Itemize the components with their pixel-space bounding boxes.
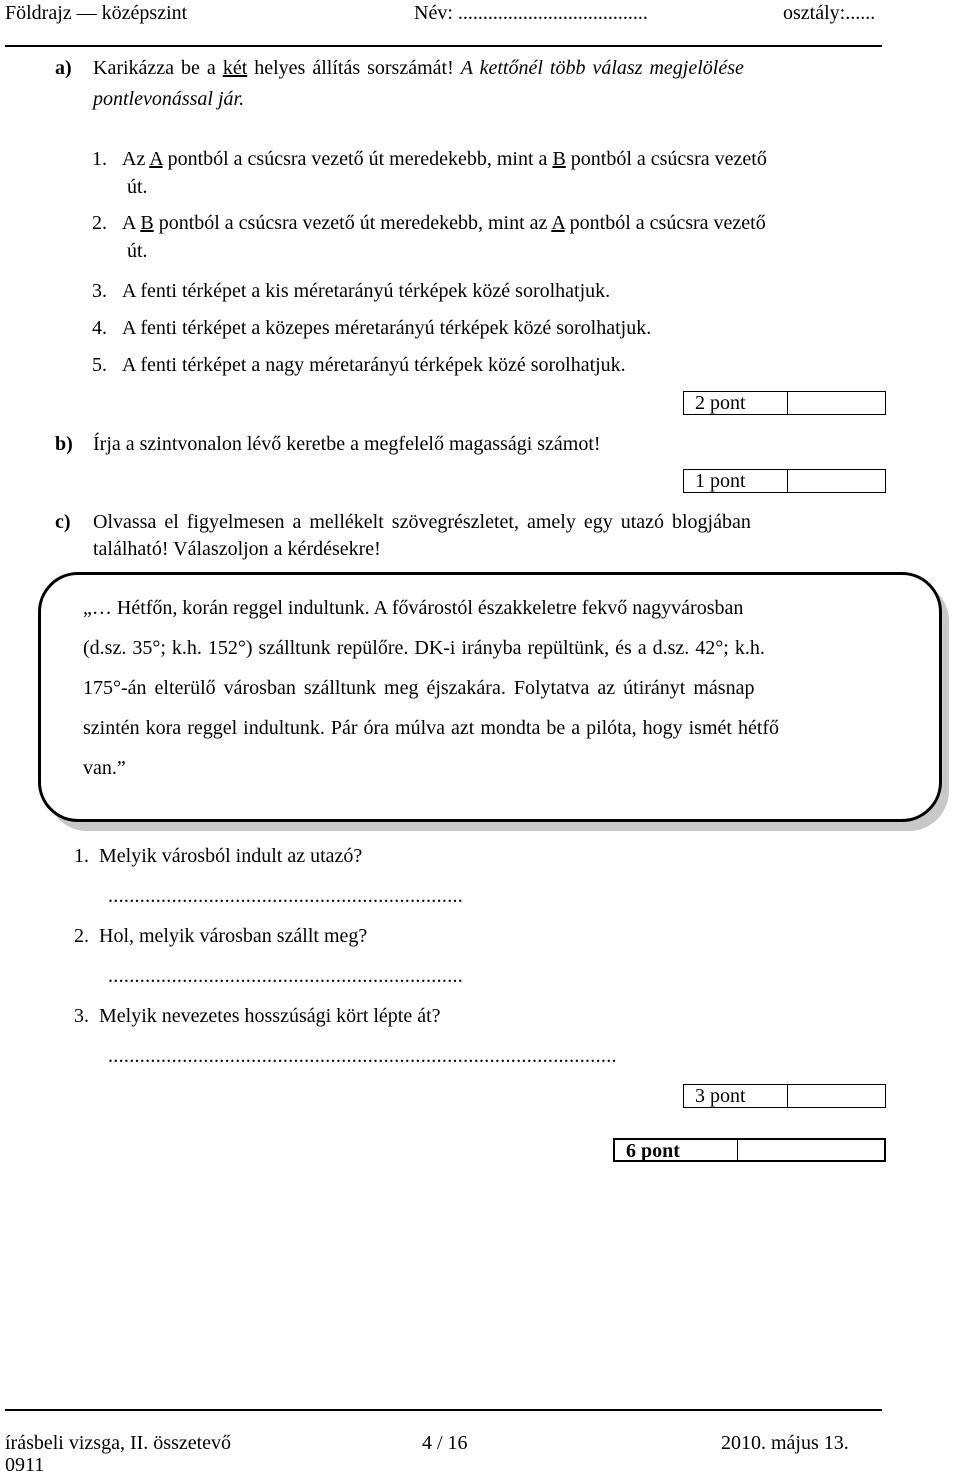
- part-b-label: b): [55, 433, 73, 455]
- score-box-c: [683, 1084, 886, 1108]
- answer-line-3[interactable]: ................................................................................................: [108, 1045, 617, 1067]
- part-a-label: a): [55, 57, 72, 79]
- answer-line-1[interactable]: ...................................................................: [108, 885, 464, 907]
- part-a-instruction-cont: pontlevonással jár.: [93, 88, 245, 110]
- total-score-label: 6 pont: [615, 1140, 738, 1160]
- statement-1: 1. Az A pontból a csúcsra vezető út meredekebb, mint a B pontból a csúcsra vezető: [92, 148, 767, 170]
- score-label-b: 1 pont: [684, 470, 788, 492]
- part-c-text-cont: található! Válaszoljon a kérdésekre!: [93, 538, 381, 560]
- statement-3: 3. A fenti térképet a kis méretarányú térképek közé sorolhatjuk.: [92, 280, 611, 302]
- question-2: 2. Hol, melyik városban szállt meg?: [74, 925, 368, 947]
- passage-line-5: van.”: [83, 757, 126, 779]
- question-1: 1. Melyik városból indult az utazó?: [74, 845, 363, 867]
- header-rule: [5, 45, 882, 47]
- statement-5: 5. A fenti térképet a nagy méretarányú térképek közé sorolhatjuk.: [92, 354, 626, 376]
- header-name-field: Név: ......................................: [414, 2, 648, 24]
- passage-line-3: 175°-án elterülő városban szálltunk meg éjszakára. Folytatva az útirányt másnap: [83, 677, 755, 699]
- header-subject: Földrajz — középszint: [5, 2, 188, 24]
- passage-line-4: szintén kora reggel indultunk. Pár óra múlva azt mondta be a pilóta, hogy ismét hétfő: [83, 717, 780, 739]
- footer-exam-type: írásbeli vizsga, II. összetevő: [5, 1432, 232, 1454]
- score-label-a: 2 pont: [684, 392, 788, 414]
- part-c-label: c): [55, 511, 71, 533]
- total-score-box: [613, 1138, 886, 1162]
- answer-line-2[interactable]: ...................................................................: [108, 965, 464, 987]
- passage-line-2: (d.sz. 35°; k.h. 152°) szálltunk repülőre. DK-i irányba repültünk, és a d.sz. 42°; k.h.: [83, 637, 765, 659]
- part-b-text: Írja a szintvonalon lévő keretbe a megfelelő magassági számot!: [93, 433, 601, 455]
- part-c-text: Olvassa el figyelmesen a mellékelt szövegrészletet, amely egy utazó blogjában: [93, 511, 751, 533]
- passage-line-1: „… Hétfőn, korán reggel indultunk. A fővárostól északkeletre fekvő nagyvárosban: [83, 597, 744, 619]
- footer-page-number: 4 / 16: [422, 1432, 468, 1454]
- statement-4: 4. A fenti térképet a közepes méretarányú térképek közé sorolhatjuk.: [92, 317, 652, 339]
- score-label-c: 3 pont: [684, 1085, 788, 1107]
- header-class-field: osztály:......: [783, 2, 876, 24]
- statement-2: 2. A B pontból a csúcsra vezető út meredekebb, mint az A pontból a csúcsra vezető: [92, 212, 766, 234]
- footer-rule: [5, 1409, 882, 1411]
- statement-1-cont: út.: [127, 176, 148, 198]
- footer-date: 2010. május 13.: [721, 1432, 849, 1454]
- statement-2-cont: út.: [127, 240, 148, 262]
- score-box-b: [683, 469, 886, 493]
- footer-code: 0911: [5, 1454, 45, 1476]
- question-3: 3. Melyik nevezetes hosszúsági kört lépte át?: [74, 1005, 441, 1027]
- score-box-a: [683, 391, 886, 415]
- part-a-instruction: Karikázza be a két helyes állítás sorszámát! A kettőnél több válasz megjelölése: [93, 57, 744, 79]
